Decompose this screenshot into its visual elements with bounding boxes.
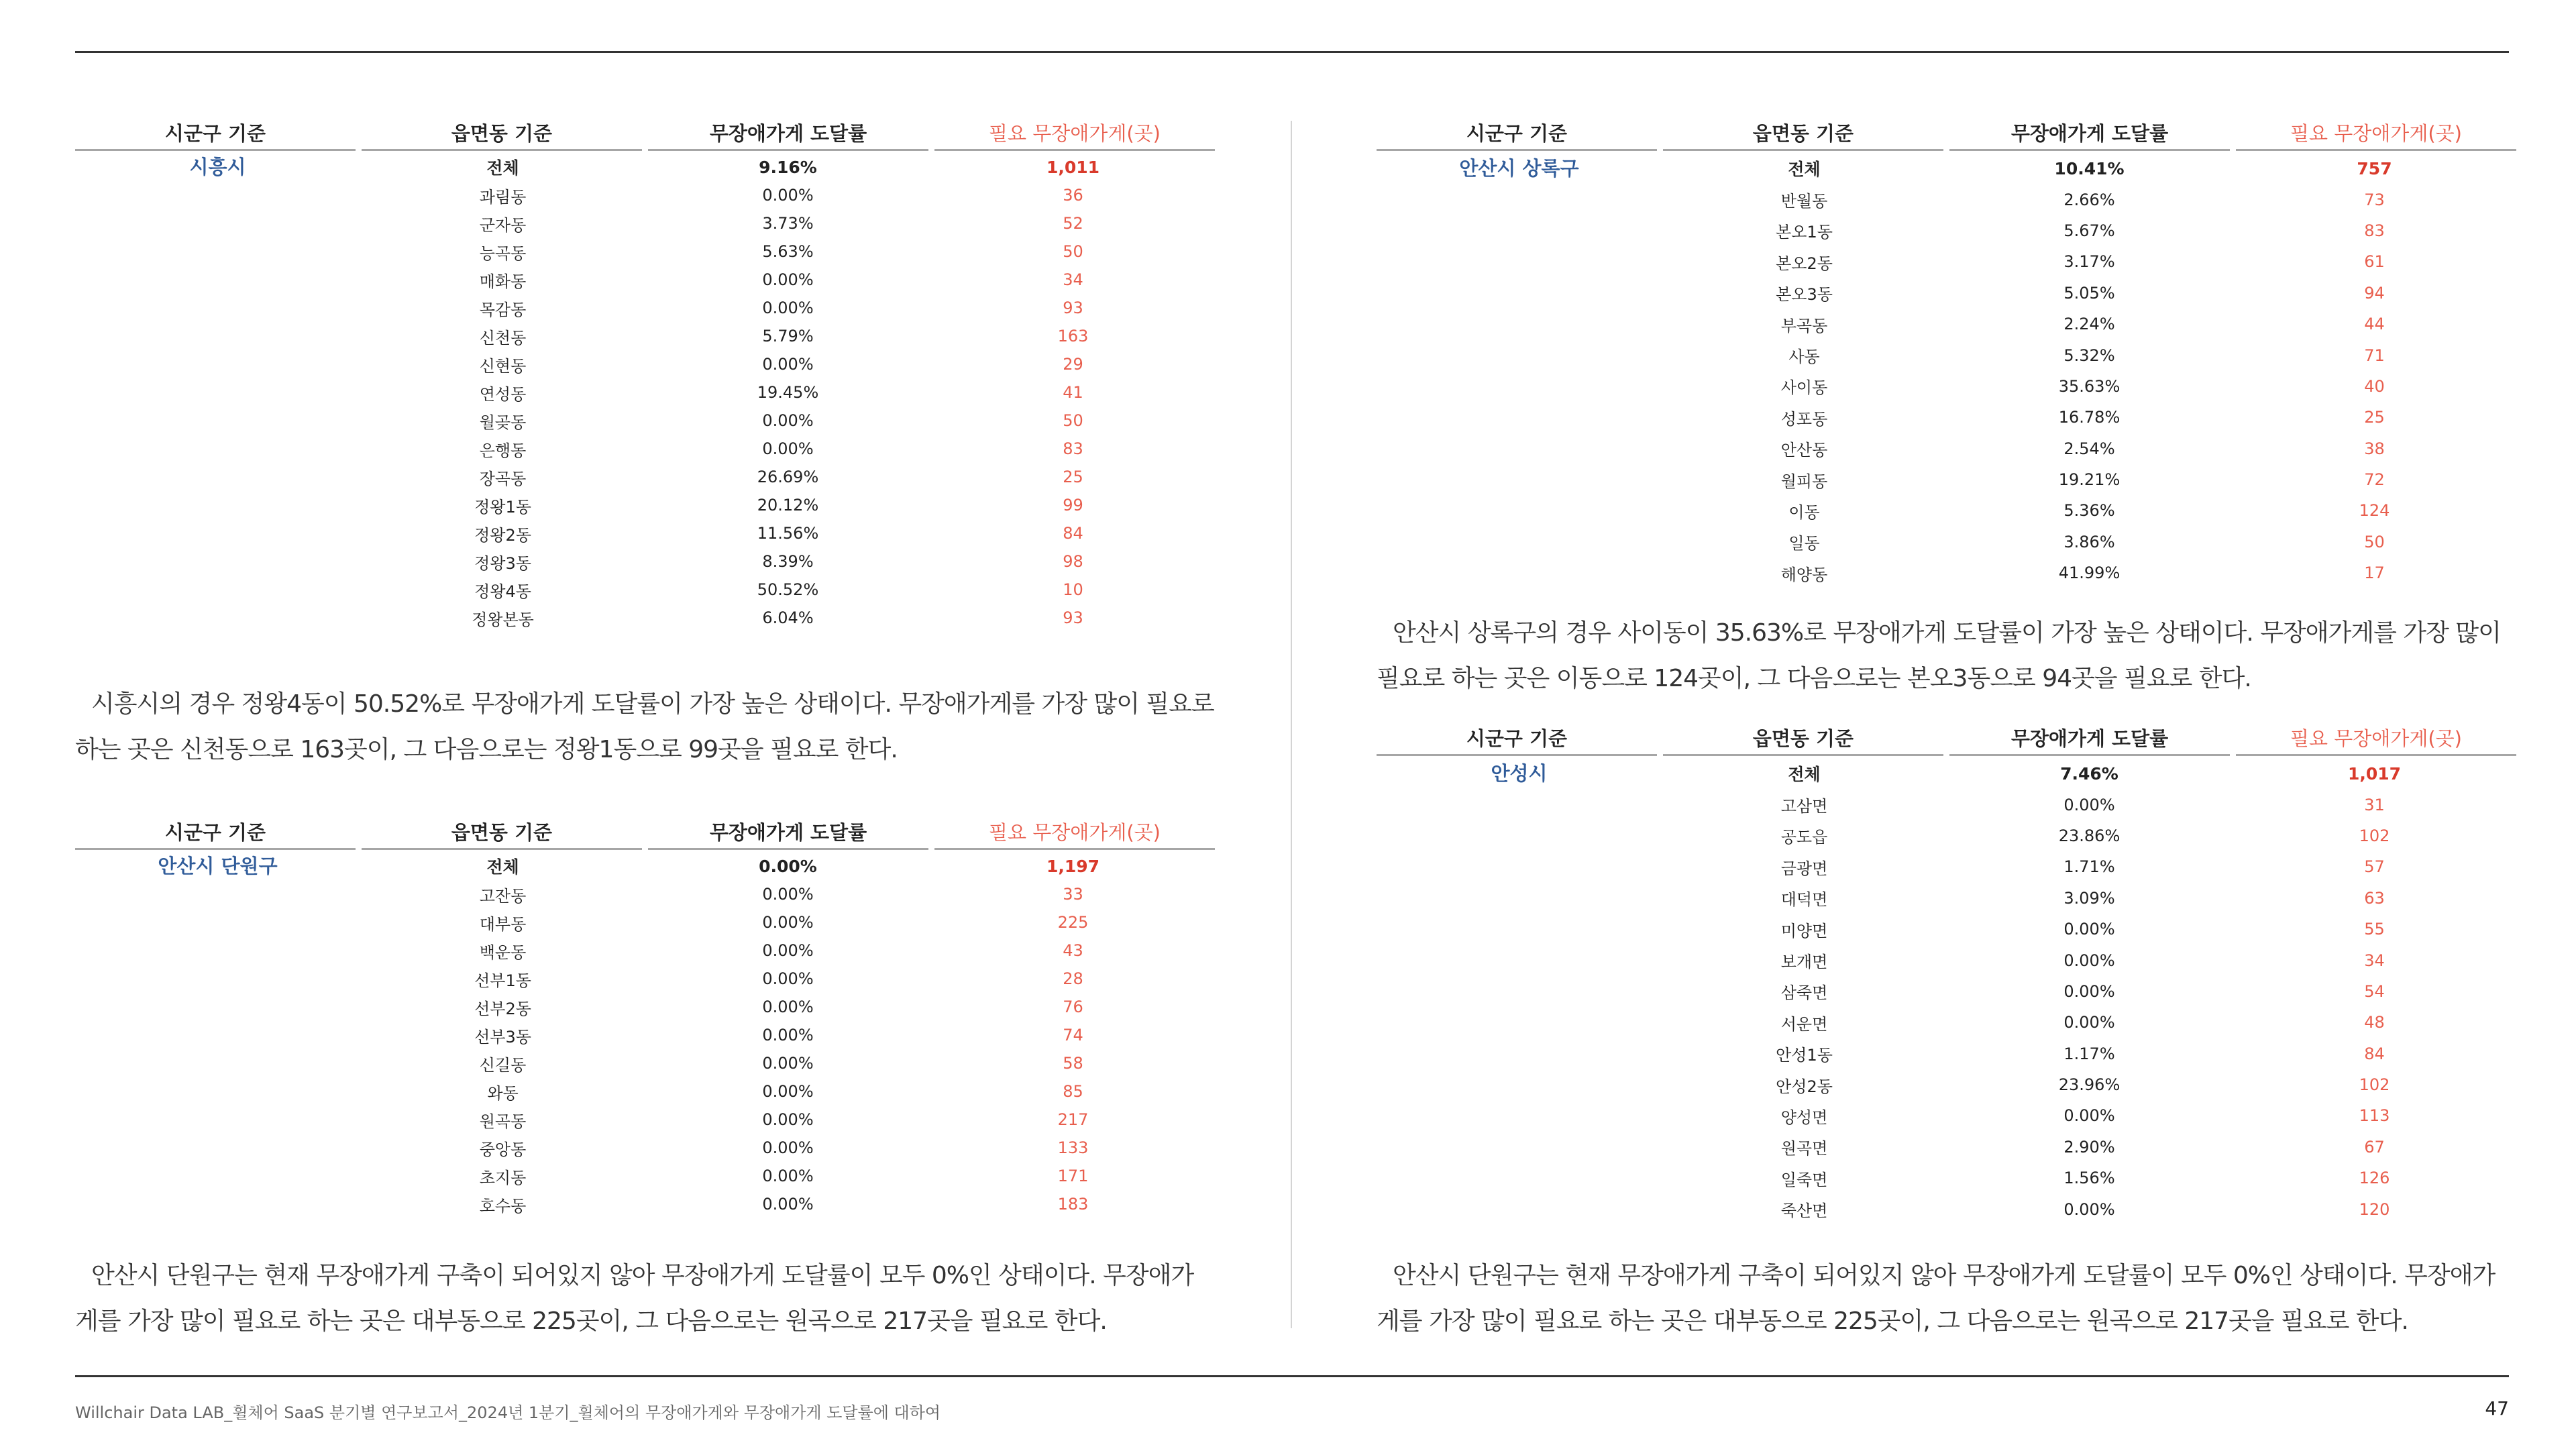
needed-value: 93 bbox=[1063, 608, 1083, 627]
needed-value: 171 bbox=[1057, 1167, 1089, 1185]
district-name: 장곡동 bbox=[479, 469, 527, 488]
needed-value: 94 bbox=[2364, 283, 2385, 303]
district-name: 보개면 bbox=[1780, 953, 1828, 972]
district-name: 양성면 bbox=[1780, 1108, 1828, 1127]
header-needed: 필요 무장애가게(곳) bbox=[934, 118, 1215, 151]
needed-value: 17 bbox=[2364, 564, 2385, 583]
rate-value: 0.00% bbox=[762, 1167, 814, 1185]
header-eupmyeondong: 읍면동 기준 bbox=[362, 817, 642, 850]
needed-value: 71 bbox=[2364, 345, 2385, 365]
needed-value: 40 bbox=[2364, 376, 2385, 396]
needed-value: 102 bbox=[2359, 1075, 2390, 1095]
district-name: 과림동 bbox=[479, 187, 527, 207]
needed-value: 76 bbox=[1063, 998, 1083, 1016]
paragraph-anseong: 안산시 단원구는 현재 무장애가게 구축이 되어있지 않아 무장애가게 도달률이 모두 0%인 상태이다. 무장애가게를 가장 많이 필요로 하는 곳은 대부동으로 225곳이, 그 다음으로는 원곡으로 217곳을 필요로 한다. bbox=[1377, 1262, 2496, 1335]
rate-value: 5.67% bbox=[2063, 221, 2115, 240]
district-name: 와동 bbox=[487, 1083, 519, 1103]
rate-value: 19.21% bbox=[2058, 470, 2121, 490]
table-row bbox=[75, 519, 1216, 547]
rate-value: 8.39% bbox=[762, 552, 814, 571]
district-name: 미양면 bbox=[1780, 921, 1828, 941]
table-row bbox=[75, 936, 1216, 965]
table-row bbox=[75, 294, 1216, 322]
rate-value: 9.16% bbox=[759, 157, 817, 177]
district-name: 선부3동 bbox=[474, 1027, 531, 1046]
table-header bbox=[1377, 723, 2517, 758]
table-row bbox=[75, 266, 1216, 294]
district-name: 원곡동 bbox=[479, 1112, 527, 1131]
table-row bbox=[1377, 945, 2517, 975]
district-name: 부곡동 bbox=[1780, 316, 1828, 335]
district-name: 정왕2동 bbox=[474, 525, 531, 545]
district-name: 전체 bbox=[486, 158, 519, 178]
rate-value: 0.00% bbox=[762, 355, 814, 374]
table-row bbox=[1377, 309, 2517, 339]
district-name: 백운동 bbox=[479, 943, 527, 962]
rate-value: 1.71% bbox=[2063, 857, 2115, 877]
rate-value: 6.04% bbox=[762, 608, 814, 627]
rate-value: 3.09% bbox=[2063, 888, 2115, 908]
rate-value: 0.00% bbox=[762, 998, 814, 1016]
district-name: 성포동 bbox=[1780, 409, 1828, 429]
needed-value: 133 bbox=[1057, 1138, 1089, 1157]
district-name: 정왕본동 bbox=[472, 610, 534, 629]
table-row bbox=[1377, 215, 2517, 246]
rate-value: 41.99% bbox=[2058, 564, 2121, 583]
table-siheung bbox=[75, 118, 1216, 632]
table-row bbox=[75, 407, 1216, 435]
needed-value: 50 bbox=[1063, 242, 1083, 261]
header-eupmyeondong: 읍면동 기준 bbox=[362, 118, 642, 151]
district-name: 정왕4동 bbox=[474, 582, 531, 601]
needed-value: 113 bbox=[2359, 1106, 2390, 1126]
district-name: 정왕3동 bbox=[474, 553, 531, 573]
rate-value: 5.36% bbox=[2063, 501, 2115, 521]
sigungu-name: 안성시 bbox=[1491, 762, 1548, 785]
needed-value: 72 bbox=[2364, 470, 2385, 490]
needed-value: 126 bbox=[2359, 1169, 2390, 1188]
rate-value: 16.78% bbox=[2058, 408, 2121, 427]
rate-value: 7.46% bbox=[2060, 763, 2118, 784]
district-name: 금광면 bbox=[1780, 859, 1828, 878]
table-anseong bbox=[1377, 723, 2517, 1225]
rate-value: 23.86% bbox=[2058, 826, 2121, 845]
header-rate: 무장애가게 도달률 bbox=[648, 118, 928, 151]
table-body bbox=[1377, 758, 2517, 1225]
district-name: 해양동 bbox=[1780, 565, 1828, 584]
needed-value: 84 bbox=[1063, 524, 1083, 543]
rate-value: 2.24% bbox=[2063, 315, 2115, 334]
needed-value: 63 bbox=[2364, 888, 2385, 908]
header-eupmyeondong: 읍면동 기준 bbox=[1663, 723, 1943, 756]
table-row bbox=[75, 1021, 1216, 1049]
table-row bbox=[75, 1190, 1216, 1218]
rate-value: 0.00% bbox=[762, 1110, 814, 1129]
rate-value: 0.00% bbox=[762, 969, 814, 988]
table-row bbox=[75, 1049, 1216, 1077]
district-name: 삼죽면 bbox=[1780, 983, 1828, 1003]
needed-value: 1,197 bbox=[1046, 856, 1100, 876]
rate-value: 50.52% bbox=[757, 580, 819, 599]
rate-value: 2.54% bbox=[2063, 439, 2115, 458]
district-name: 초지동 bbox=[479, 1168, 527, 1187]
district-name: 서운면 bbox=[1780, 1014, 1828, 1034]
needed-value: 50 bbox=[1063, 411, 1083, 430]
table-row bbox=[1377, 789, 2517, 820]
table-row bbox=[75, 908, 1216, 936]
needed-value: 163 bbox=[1057, 327, 1089, 345]
table-row bbox=[75, 1134, 1216, 1162]
needed-value: 183 bbox=[1057, 1195, 1089, 1214]
district-name: 반월동 bbox=[1780, 192, 1828, 211]
needed-value: 43 bbox=[1063, 941, 1083, 960]
needed-value: 25 bbox=[2364, 408, 2385, 427]
table-body bbox=[1377, 153, 2517, 588]
sigungu-name: 안산시 상록구 bbox=[1459, 157, 1579, 180]
paragraph-siheung: 시흥시의 경우 정왕4동이 50.52%로 무장애가게 도달률이 가장 높은 상태이다. 무장애가게를 가장 많이 필요로 하는 곳은 신천동으로 163곳이, 그 다음으로는 정왕1동으로 99곳을 필요로 한다. bbox=[75, 690, 1214, 763]
needed-value: 217 bbox=[1057, 1110, 1089, 1129]
district-name: 선부2동 bbox=[474, 999, 531, 1018]
table-row bbox=[1377, 883, 2517, 914]
table-body bbox=[75, 852, 1216, 1218]
table-row bbox=[1377, 433, 2517, 464]
district-name: 신길동 bbox=[479, 1055, 527, 1075]
rate-value: 23.96% bbox=[2058, 1075, 2121, 1095]
column-divider bbox=[1291, 121, 1292, 1328]
rate-value: 0.00% bbox=[2063, 795, 2115, 814]
needed-value: 33 bbox=[1063, 885, 1083, 904]
rate-value: 0.00% bbox=[762, 1195, 814, 1214]
table-row bbox=[75, 378, 1216, 407]
header-needed: 필요 무장애가게(곳) bbox=[934, 817, 1215, 850]
district-name: 일죽면 bbox=[1780, 1170, 1828, 1189]
rate-value: 0.00% bbox=[762, 941, 814, 960]
district-name: 매화동 bbox=[479, 272, 527, 291]
rate-value: 0.00% bbox=[2063, 951, 2115, 970]
page-number: 47 bbox=[2485, 1397, 2509, 1419]
needed-value: 124 bbox=[2359, 501, 2390, 521]
rate-value: 0.00% bbox=[762, 439, 814, 458]
table-row bbox=[75, 350, 1216, 378]
rate-value: 3.73% bbox=[762, 214, 814, 233]
header-sigungu: 시군구 기준 bbox=[75, 817, 356, 850]
rate-value: 5.63% bbox=[762, 242, 814, 261]
header-rate: 무장애가게 도달률 bbox=[1949, 118, 2230, 151]
district-name: 호수동 bbox=[479, 1196, 527, 1216]
table-row bbox=[1377, 1132, 2517, 1163]
district-name: 본오2동 bbox=[1776, 254, 1833, 273]
needed-value: 93 bbox=[1063, 299, 1083, 317]
needed-value: 31 bbox=[2364, 795, 2385, 814]
rate-value: 11.56% bbox=[757, 524, 819, 543]
district-name: 능곡동 bbox=[479, 244, 527, 263]
table-danwon bbox=[75, 817, 1216, 1218]
header-rate: 무장애가게 도달률 bbox=[1949, 723, 2230, 756]
table-row bbox=[75, 491, 1216, 519]
table-row bbox=[1377, 402, 2517, 433]
needed-value: 85 bbox=[1063, 1082, 1083, 1101]
table-row bbox=[75, 1106, 1216, 1134]
header-sigungu: 시군구 기준 bbox=[1377, 118, 1657, 151]
rate-value: 0.00% bbox=[762, 411, 814, 430]
table-row bbox=[75, 993, 1216, 1021]
table-row bbox=[75, 322, 1216, 350]
needed-value: 44 bbox=[2364, 315, 2385, 334]
rate-value: 26.69% bbox=[757, 468, 819, 486]
needed-value: 29 bbox=[1063, 355, 1083, 374]
rate-value: 0.00% bbox=[2063, 1106, 2115, 1126]
needed-value: 10 bbox=[1063, 580, 1083, 599]
rate-value: 0.00% bbox=[762, 1026, 814, 1044]
needed-value: 84 bbox=[2364, 1044, 2385, 1063]
district-name: 신현동 bbox=[479, 356, 527, 376]
rate-value: 35.63% bbox=[2058, 376, 2121, 396]
table-row bbox=[1377, 1038, 2517, 1069]
table-row bbox=[75, 1077, 1216, 1106]
needed-value: 41 bbox=[1063, 383, 1083, 402]
table-row bbox=[75, 1162, 1216, 1190]
district-name: 전체 bbox=[486, 857, 519, 877]
needed-value: 25 bbox=[1063, 468, 1083, 486]
district-name: 선부1동 bbox=[474, 971, 531, 990]
district-name: 이동 bbox=[1788, 502, 1820, 522]
district-name: 월피동 bbox=[1780, 472, 1828, 491]
rate-value: 5.32% bbox=[2063, 345, 2115, 365]
needed-value: 34 bbox=[1063, 270, 1083, 289]
table-row bbox=[75, 880, 1216, 908]
table-row bbox=[75, 463, 1216, 491]
top-rule bbox=[75, 51, 2509, 53]
district-name: 대덕면 bbox=[1780, 890, 1828, 910]
sigungu-name: 시흥시 bbox=[189, 156, 246, 178]
needed-value: 83 bbox=[1063, 439, 1083, 458]
needed-value: 99 bbox=[1063, 496, 1083, 515]
needed-value: 120 bbox=[2359, 1199, 2390, 1219]
needed-value: 61 bbox=[2364, 252, 2385, 272]
rate-value: 0.00% bbox=[2063, 981, 2115, 1001]
rate-value: 0.00% bbox=[762, 1082, 814, 1101]
table-row bbox=[1377, 339, 2517, 370]
needed-value: 757 bbox=[2357, 158, 2392, 178]
rate-value: 2.90% bbox=[2063, 1137, 2115, 1157]
rate-value: 10.41% bbox=[2054, 158, 2125, 178]
rate-value: 19.45% bbox=[757, 383, 819, 402]
rate-value: 1.17% bbox=[2063, 1044, 2115, 1063]
table-row bbox=[1377, 464, 2517, 495]
table-sangnok bbox=[1377, 118, 2517, 588]
table-row bbox=[1377, 1069, 2517, 1100]
needed-value: 54 bbox=[2364, 981, 2385, 1001]
table-row bbox=[75, 435, 1216, 463]
paragraph-sangnok: 안산시 상록구의 경우 사이동이 35.63%로 무장애가게 도달률이 가장 높은 상태이다. 무장애가게를 가장 많이 필요로 하는 곳은 이동으로 124곳이, 그 다음으로는 본오3동으로 94곳을 필요로 한다. bbox=[1377, 619, 2501, 692]
needed-value: 55 bbox=[2364, 920, 2385, 939]
table-body bbox=[75, 153, 1216, 632]
rate-value: 1.56% bbox=[2063, 1169, 2115, 1188]
needed-value: 34 bbox=[2364, 951, 2385, 970]
needed-value: 52 bbox=[1063, 214, 1083, 233]
table-row bbox=[75, 547, 1216, 576]
district-name: 월곶동 bbox=[479, 413, 527, 432]
district-name: 일동 bbox=[1788, 534, 1820, 553]
table-row bbox=[1377, 371, 2517, 402]
table-row bbox=[75, 237, 1216, 266]
needed-value: 50 bbox=[2364, 532, 2385, 551]
needed-value: 74 bbox=[1063, 1026, 1083, 1044]
footer-title: Willchair Data LAB_휠체어 SaaS 분기별 연구보고서_2024년 1분기_휠체어의 무장애가게와 무장애가게 도달률에 대하여 bbox=[75, 1403, 941, 1422]
district-name: 전체 bbox=[1788, 765, 1821, 785]
needed-value: 57 bbox=[2364, 857, 2385, 877]
needed-value: 1,017 bbox=[2347, 763, 2402, 784]
table-row bbox=[75, 181, 1216, 209]
header-sigungu: 시군구 기준 bbox=[1377, 723, 1657, 756]
table-header bbox=[75, 817, 1216, 852]
district-name: 죽산면 bbox=[1780, 1201, 1828, 1221]
district-name: 원곡면 bbox=[1780, 1139, 1828, 1159]
rate-value: 20.12% bbox=[757, 496, 819, 515]
rate-value: 2.66% bbox=[2063, 190, 2115, 209]
table-header bbox=[1377, 118, 2517, 153]
rate-value: 0.00% bbox=[762, 270, 814, 289]
district-name: 중앙동 bbox=[479, 1140, 527, 1159]
table-row bbox=[1377, 278, 2517, 309]
table-row bbox=[1377, 557, 2517, 588]
table-row bbox=[75, 576, 1216, 604]
district-name: 본오3동 bbox=[1776, 285, 1833, 305]
table-row bbox=[1377, 1100, 2517, 1131]
district-name: 정왕1동 bbox=[474, 497, 531, 517]
rate-value: 0.00% bbox=[2063, 1013, 2115, 1032]
table-row bbox=[1377, 914, 2517, 945]
needed-value: 73 bbox=[2364, 190, 2385, 209]
table-row bbox=[75, 965, 1216, 993]
district-name: 본오1동 bbox=[1776, 223, 1833, 242]
needed-value: 1,011 bbox=[1046, 157, 1100, 177]
table-row bbox=[1377, 1163, 2517, 1193]
district-name: 고삼면 bbox=[1780, 797, 1828, 816]
needed-value: 48 bbox=[2364, 1013, 2385, 1032]
header-needed: 필요 무장애가게(곳) bbox=[2236, 118, 2516, 151]
needed-value: 28 bbox=[1063, 969, 1083, 988]
rate-value: 0.00% bbox=[759, 856, 817, 876]
header-eupmyeondong: 읍면동 기준 bbox=[1663, 118, 1943, 151]
table-row bbox=[1377, 976, 2517, 1007]
district-name: 고잔동 bbox=[479, 886, 527, 906]
rate-value: 0.00% bbox=[2063, 920, 2115, 939]
rate-value: 0.00% bbox=[762, 913, 814, 932]
rate-value: 3.17% bbox=[2063, 252, 2115, 272]
needed-value: 83 bbox=[2364, 221, 2385, 240]
rate-value: 0.00% bbox=[762, 885, 814, 904]
rate-value: 5.79% bbox=[762, 327, 814, 345]
district-name: 공도읍 bbox=[1780, 828, 1828, 847]
table-row bbox=[1377, 820, 2517, 851]
needed-value: 67 bbox=[2364, 1137, 2385, 1157]
rate-value: 0.00% bbox=[762, 186, 814, 205]
district-name: 연성동 bbox=[479, 384, 527, 404]
district-name: 안산동 bbox=[1780, 441, 1828, 460]
header-rate: 무장애가게 도달률 bbox=[648, 817, 928, 850]
district-name: 전체 bbox=[1788, 160, 1821, 180]
table-row bbox=[75, 604, 1216, 632]
district-name: 대부동 bbox=[479, 914, 527, 934]
district-name: 사동 bbox=[1788, 347, 1820, 367]
table-row bbox=[1377, 495, 2517, 526]
needed-value: 38 bbox=[2364, 439, 2385, 458]
district-name: 안성2동 bbox=[1776, 1077, 1833, 1096]
rate-value: 0.00% bbox=[762, 1054, 814, 1073]
district-name: 안성1동 bbox=[1776, 1046, 1833, 1065]
table-row bbox=[1377, 1193, 2517, 1224]
needed-value: 225 bbox=[1057, 913, 1089, 932]
header-sigungu: 시군구 기준 bbox=[75, 118, 356, 151]
table-row bbox=[1377, 527, 2517, 557]
district-name: 은행동 bbox=[479, 441, 527, 460]
rate-value: 0.00% bbox=[2063, 1199, 2115, 1219]
bottom-rule bbox=[75, 1375, 2509, 1377]
district-name: 군자동 bbox=[479, 215, 527, 235]
needed-value: 98 bbox=[1063, 552, 1083, 571]
rate-value: 5.05% bbox=[2063, 283, 2115, 303]
rate-value: 3.86% bbox=[2063, 532, 2115, 551]
paragraph-danwon: 안산시 단원구는 현재 무장애가게 구축이 되어있지 않아 무장애가게 도달률이 모두 0%인 상태이다. 무장애가게를 가장 많이 필요로 하는 곳은 대부동으로 225곳이, 그 다음으로는 원곡으로 217곳을 필요로 한다. bbox=[75, 1262, 1194, 1335]
needed-value: 58 bbox=[1063, 1054, 1083, 1073]
table-header bbox=[75, 118, 1216, 153]
sigungu-name: 안산시 단원구 bbox=[158, 855, 278, 877]
district-name: 사이동 bbox=[1780, 378, 1828, 398]
table-row bbox=[1377, 184, 2517, 215]
rate-value: 0.00% bbox=[762, 1138, 814, 1157]
table-row bbox=[1377, 1007, 2517, 1038]
needed-value: 36 bbox=[1063, 186, 1083, 205]
table-row bbox=[75, 209, 1216, 237]
table-row bbox=[1377, 246, 2517, 277]
rate-value: 0.00% bbox=[762, 299, 814, 317]
district-name: 신천동 bbox=[479, 328, 527, 347]
table-row bbox=[1377, 851, 2517, 882]
header-needed: 필요 무장애가게(곳) bbox=[2236, 723, 2516, 756]
district-name: 목감동 bbox=[479, 300, 527, 319]
needed-value: 102 bbox=[2359, 826, 2390, 845]
